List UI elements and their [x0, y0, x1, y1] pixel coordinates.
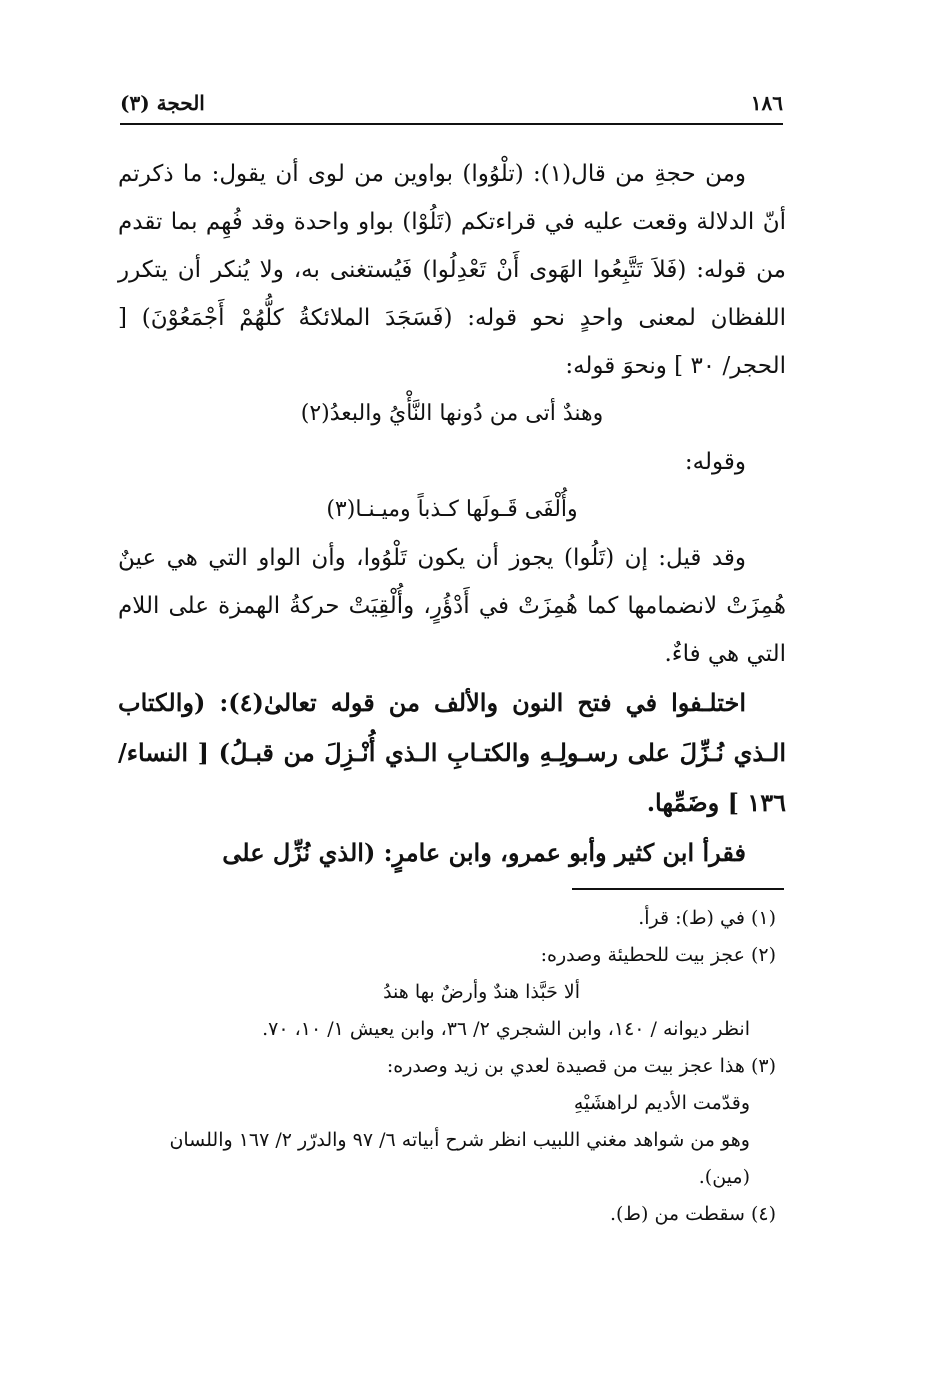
running-title: الحجة (٣) — [120, 91, 205, 115]
paragraph-4: فقرأ ابن كثير وأبو عمرو، وابن عامرٍ: (الذي نُزِّل على — [222, 838, 746, 867]
footnote-1: (١) في (ط): قرأ. — [638, 907, 776, 929]
footnote-2: (٢) عجز بيت للحطيئة وصدره: — [540, 944, 776, 966]
paragraph-2: وقد قيل: إن (تَلُوا) يجوز أن يكون تَلْوُوا، وأن الواو التي هي عينٌ هُمِزَتْ لانضمامها كما هُمِزَتْ في أَدْؤُرٍ، وأُلْقِيَتْ حركةُ الهمزة على اللام التي هي فاءٌ. — [118, 545, 786, 667]
footnote-3-reference: وهو من شواهد مغني اللبيب انظر شرح أبياته ٦/ ٩٧ والدرّر ٢/ ١٦٧ واللسان (مين). — [169, 1129, 750, 1188]
footnote-2-verse: ألا حَبَّذا هندٌ وأرضٌ بها هندُ — [383, 981, 580, 1003]
main-text — [118, 150, 786, 878]
footnote-3-verse: وقدّمت الأديم لراهشَيْهِ — [573, 1092, 750, 1114]
footnotes — [118, 900, 790, 1233]
header-rule — [120, 123, 783, 125]
footnote-separator — [572, 888, 784, 890]
footnote-2-reference: انظر ديوانه / ١٤٠، وابن الشجري ٢/ ٣٦، وابن يعيش ١/ ١٠، ٧٠. — [262, 1018, 750, 1040]
verse-1: وهندٌ أتى من دُونها النَّأْيُ والبعدُ(٢) — [300, 401, 604, 426]
paragraph-1: ومن حجةِ من قال(١): (تلْوُوا) بواوين من لوى أن يقول: ما ذكرتم أنّ الدلالة وقعت عليه في قراءتكم (تَلُوْا) بواو واحدة وقد فُهِم بما تقدم من قوله: (فَلاَ تَتَّبِعُوا الهَوى أَنْ تَعْدِلُوا) فَيُستغنى به، ولا يُنكر أن يتكرر اللفظان لمعنى واحدٍ نحو قوله: (فَسَجَدَ الملائكةُ كلُّهُمْ أَجْمَعُوْنَ) [ الحجر/ ٣٠ ] ونحوَ قوله: — [118, 161, 786, 379]
verse-2: وأُلْفَى قَـولَها كـذباً وميـنـا(٣) — [326, 497, 578, 522]
footnote-4: (٤) سقطت من (ط). — [609, 1203, 776, 1225]
page-header — [120, 86, 783, 120]
page-number: ١٨٦ — [750, 91, 783, 115]
paragraph-3: اختلـفوا في فتح النون والألف من قوله تعالىٰ(٤): (والكتاب الـذي نُـزِّلَ على رسـولِـهِ والكتـابِ الـذي أُنْـزِلَ من قبـلُ) [ النساء/ ١٣٦ ] وضَمِّها. — [118, 688, 786, 817]
footnote-3: (٣) هذا عجز بيت من قصيدة لعدي بن زيد وصدره: — [386, 1055, 776, 1077]
verse-2-intro: وقوله: — [684, 449, 746, 475]
